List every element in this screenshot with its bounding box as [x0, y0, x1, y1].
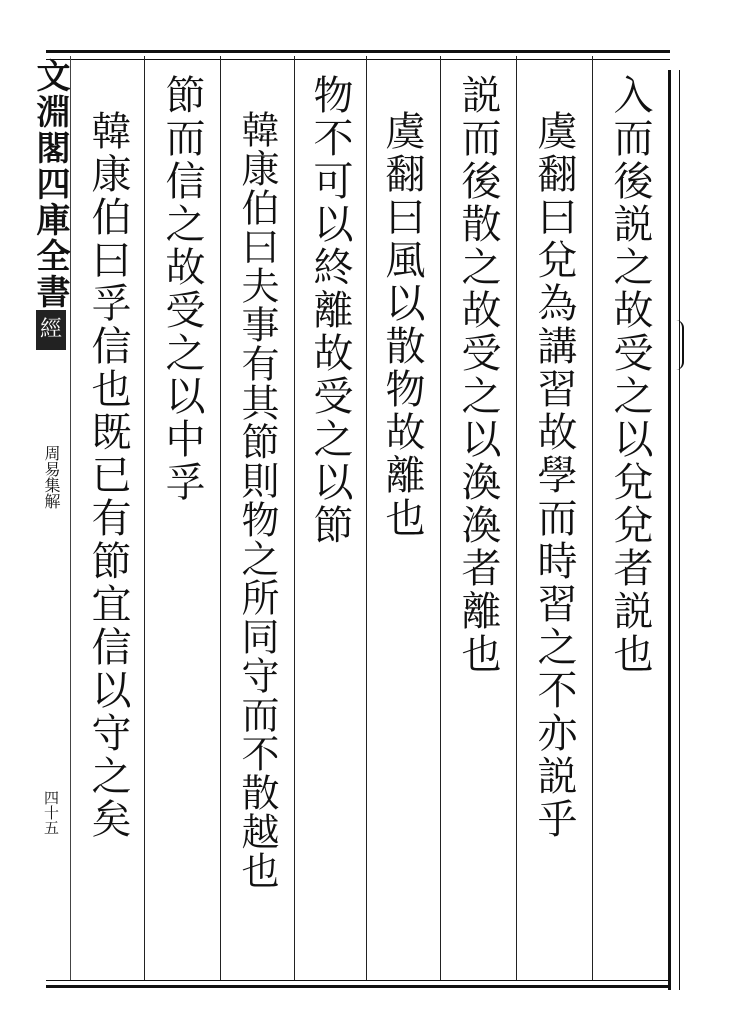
text-column-4: 虞翻曰風以散物故離也: [379, 110, 425, 540]
margin-rule: [70, 56, 71, 980]
frame-bottom-border: [46, 980, 670, 988]
page-edge-mark: [672, 320, 684, 370]
frame-right-border: [668, 70, 680, 990]
text-column-7: 節而信之故受之以中孚: [159, 74, 205, 504]
text-column-2: 虞翻曰兌為講習故學而時習之不亦説乎: [531, 110, 577, 841]
column-rule: [220, 56, 221, 980]
text-column-1: 入而後説之故受之以兌兌者説也: [607, 74, 653, 676]
margin-subtitle: 周易集解: [42, 445, 61, 509]
column-rule: [440, 56, 441, 980]
page-number: 四十五: [42, 790, 60, 835]
text-column-5: 物不可以終離故受之以節: [307, 74, 353, 547]
column-rule: [516, 56, 517, 980]
text-column-8: 韓康伯曰孚信也既已有節宜信以守之矣: [85, 110, 131, 841]
column-rule: [294, 56, 295, 980]
column-rule: [144, 56, 145, 980]
margin-section-mark: 經: [36, 310, 66, 350]
text-column-3: 説而後散之故受之以渙渙者離也: [455, 74, 501, 676]
text-column-6: 韓康伯曰夫事有其節則物之所同守而不散越也: [235, 110, 279, 890]
column-rule: [592, 56, 593, 980]
margin-title: 文淵閣四庫全書: [30, 58, 70, 310]
column-rule: [366, 56, 367, 980]
frame-top-border: [46, 50, 670, 60]
